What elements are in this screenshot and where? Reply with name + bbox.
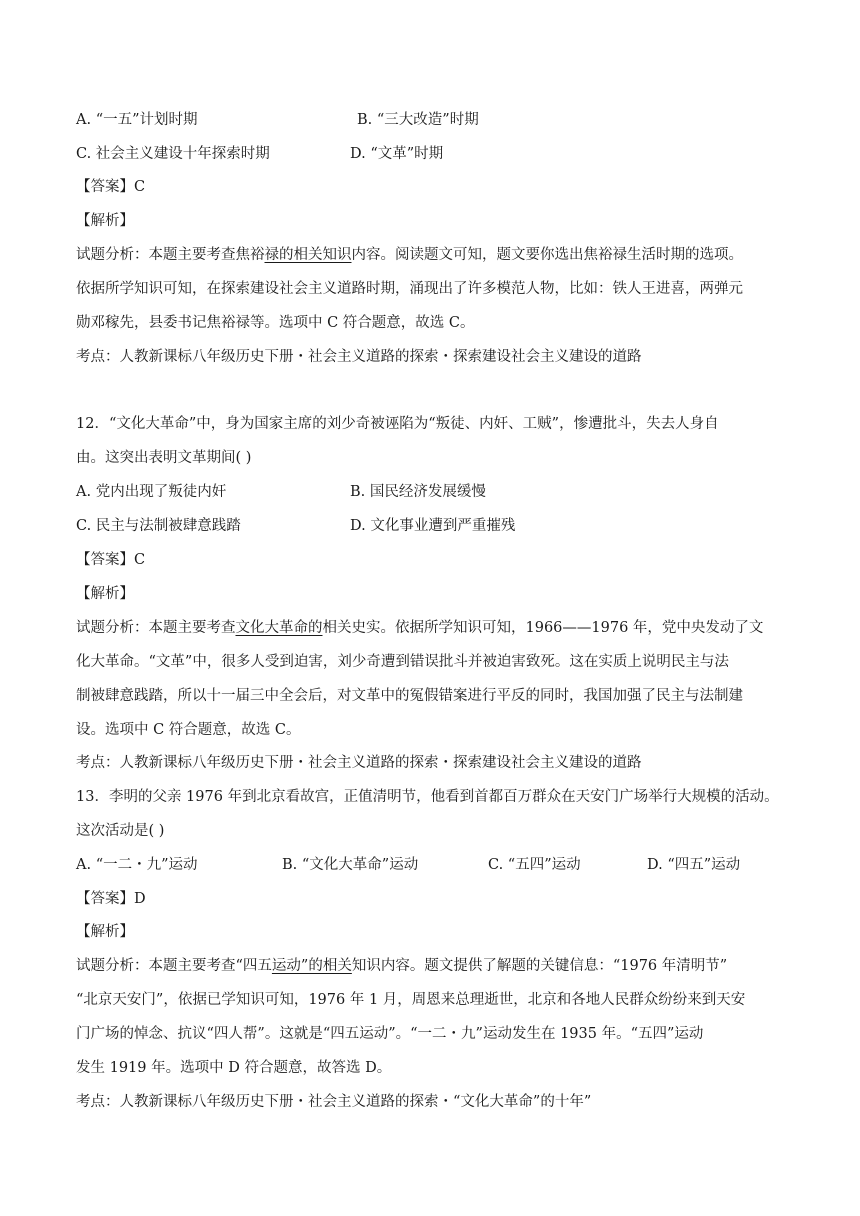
q11-analysis-label: 【解析】	[76, 213, 134, 229]
q12-analysis-line-4: 设。选项中 C 符合题意，故选 C。	[76, 722, 301, 738]
q11-analysis-line-1: 试题分析：本题主要考查焦裕禄的相关知识内容。阅读题文可知，题文要你选出焦裕禄生活时期的选项。	[76, 247, 743, 263]
q11-option-d: D. “文革”时期	[350, 146, 444, 162]
q13-analysis-label: 【解析】	[76, 924, 134, 940]
q13-kaodian: 考点：人教新课标八年级历史下册・社会主义道路的探索・“文化大革命”的十年”	[76, 1094, 592, 1110]
q13-option-d: D. “四五”运动	[647, 857, 741, 873]
q12-analysis-line-1: 试题分析：本题主要考查文化大革命的相关史实。依据所学知识可知，1966——1976 年，党中央发动了文	[76, 620, 764, 636]
q13-analysis-line-4: 发生 1919 年。选项中 D 符合题意，故答选 D。	[76, 1060, 392, 1076]
q12-analysis-label: 【解析】	[76, 586, 134, 602]
q13-option-b: B. “文化大革命”运动	[282, 857, 419, 873]
q12-stem-line-1: 12．“文化大革命”中，身为国家主席的刘少奇被诬陷为“叛徒、内奸、工贼”，惨遭批斗，失去人身自	[76, 416, 719, 432]
q13-stem-line-2: 这次活动是( )	[76, 823, 165, 839]
q11-option-b: B. “三大改造”时期	[357, 112, 479, 128]
q12-option-c: C. 民主与法制被肆意践踏	[76, 518, 241, 534]
q12-option-a: A. 党内出现了叛徒内奸	[76, 484, 227, 500]
q11-option-c: C. 社会主义建设十年探索时期	[76, 146, 270, 162]
q12-analysis-line-2: 化大革命。“文革”中，很多人受到迫害，刘少奇遭到错误批斗并被迫害致死。这在实质上说明民主与法	[76, 654, 729, 670]
q12-kaodian: 考点：人教新课标八年级历史下册・社会主义道路的探索・探索建设社会主义建设的道路	[76, 755, 642, 771]
q13-option-c: C. “五四”运动	[488, 857, 581, 873]
q11-analysis-line-3: 勋邓稼先，县委书记焦裕禄等。选项中 C 符合题意，故选 C。	[76, 315, 475, 331]
q11-answer: 【答案】C	[76, 179, 146, 195]
q13-option-a: A. “一二・九”运动	[76, 857, 198, 873]
q13-analysis-line-3: 门广场的悼念、抗议“四人帮”。这就是“四五运动”。“一二・九”运动发生在 1935 年。“五四”运动	[76, 1026, 704, 1042]
q13-analysis-line-1: 试题分析：本题主要考查“四五运动”的相关知识内容。题文提供了解题的关键信息：“1976 年清明节”	[76, 958, 728, 974]
q12-option-b: B. 国民经济发展缓慢	[350, 484, 486, 500]
q13-stem-line-1: 13．李明的父亲 1976 年到北京看故宫，正值清明节，他看到首都百万群众在天安门广场举行大规模的活动。	[76, 789, 779, 805]
q13-analysis-line-2: “北京天安门”，依据已学知识可知，1976 年 1 月，周恩来总理逝世，北京和各地人民群众纷纷来到天安	[76, 992, 746, 1008]
q11-option-a: A. “一五”计划时期	[76, 112, 198, 128]
q12-option-d: D. 文化事业遭到严重摧残	[350, 518, 516, 534]
q12-answer: 【答案】C	[76, 552, 146, 568]
q11-analysis-line-2: 依据所学知识可知，在探索建设社会主义道路时期，涌现出了许多模范人物，比如：铁人王进喜，两弹元	[76, 281, 743, 297]
q12-stem-line-2: 由。这突出表明文革期间( )	[76, 450, 252, 466]
q13-answer: 【答案】D	[76, 891, 146, 907]
q12-analysis-line-3: 制被肆意践踏，所以十一届三中全会后，对文革中的冤假错案进行平反的同时，我国加强了民主与法制建	[76, 688, 743, 704]
q11-kaodian: 考点：人教新课标八年级历史下册・社会主义道路的探索・探索建设社会主义建设的道路	[76, 349, 642, 365]
